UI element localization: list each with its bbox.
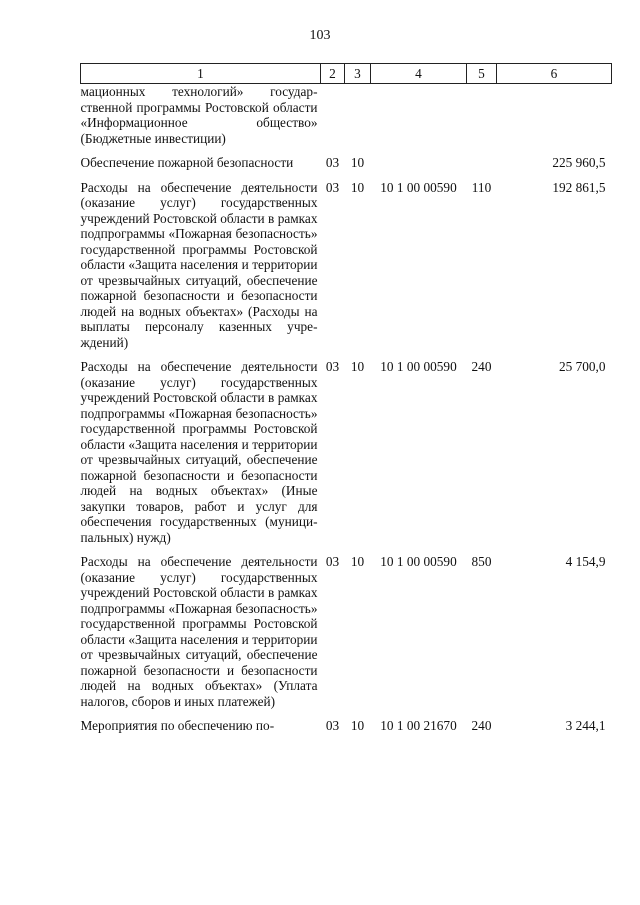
row-expense-type — [467, 84, 497, 156]
row-amount: 4 154,9 — [565, 554, 606, 569]
row-section: 03 — [325, 155, 340, 170]
row-description: Расходы на обеспечение деятельности (оказание услуг) государственных учреждений Ростовской области в рамках подпрограммы «Пожарная безопасность» государственной программы Ростовской области «Защита населения и территории от чрезвычайных ситуаций, обеспечение пожарной безопасности и безопасности людей на водных объектах» (Расходы на выплаты персоналу казенных учреждений) — [80, 179, 318, 350]
row-description: Расходы на обеспечение деятельности (оказание услуг) государственных учреждений Ростовской области в рамках подпрограммы «Пожарная безопасность» государственной программы Ростовской области «Защита населения и территории от чрезвычайных ситуаций, обеспечение пожарной безопасности и безопасности людей на водных объектах» (Уплата налогов, сборов и иных платежей) — [80, 554, 318, 709]
row-description: мационных технологий» государственной программы Ростовской области «Информационное общество» (Бюджетные инвестиции) — [80, 84, 318, 146]
row-subsection: 10 — [350, 155, 365, 170]
budget-table — [80, 63, 612, 743]
row-expense-type: 850 — [471, 554, 492, 569]
row-amount: 225 960,5 — [552, 155, 606, 170]
row-target-article: 10 1 00 00590 — [380, 179, 457, 195]
row-section — [321, 84, 345, 156]
row-section: 03 — [325, 554, 340, 569]
row-description: Мероприятия по обеспечению по- — [80, 718, 275, 733]
row-description: Обеспечение пожарной безопасности — [80, 155, 294, 170]
table-row — [81, 554, 612, 718]
row-target-article — [371, 155, 467, 180]
row-description: Расходы на обеспечение деятельности (оказание услуг) государственных учреждений Ростовской области в рамках подпрограммы «Пожарная безопасность» государственной программы Ростовской области «Защита населения и территории от чрезвычайных ситуаций, обеспечение пожарной безопасности и безопасности людей на водных объектах» (Иные закупки товаров, работ и услуг для обеспечения государственных (муниципальных) нужд) — [80, 359, 318, 545]
row-subsection: 10 — [350, 179, 365, 195]
header-row — [81, 64, 612, 84]
header-col-2: 2 — [321, 64, 345, 84]
table-row — [81, 155, 612, 180]
header-col-3: 3 — [345, 64, 371, 84]
table-header — [81, 64, 612, 84]
table-row — [81, 718, 612, 743]
row-expense-type: 240 — [471, 718, 492, 733]
row-expense-type — [467, 155, 497, 180]
row-subsection: 10 — [350, 554, 365, 569]
row-target-article: 10 1 00 21670 — [380, 718, 457, 733]
header-col-6: 6 — [497, 64, 612, 84]
row-section: 03 — [325, 179, 340, 195]
page-number: 103 — [309, 28, 331, 43]
row-expense-type: 110 — [471, 179, 492, 195]
row-target-article: 10 1 00 00590 — [380, 554, 457, 569]
row-amount: 25 700,0 — [558, 359, 606, 374]
row-amount — [497, 84, 612, 156]
row-section: 03 — [325, 718, 340, 733]
row-expense-type: 240 — [471, 359, 492, 374]
row-section: 03 — [325, 359, 340, 374]
table-row — [81, 180, 612, 360]
header-col-1: 1 — [81, 64, 321, 84]
table-row — [81, 84, 612, 156]
header-col-5: 5 — [467, 64, 497, 84]
row-amount: 3 244,1 — [565, 718, 606, 733]
row-target-article — [371, 84, 467, 156]
row-target-article: 10 1 00 00590 — [380, 359, 457, 374]
row-amount: 192 861,5 — [552, 179, 606, 195]
row-subsection: 10 — [350, 718, 365, 733]
row-subsection: 10 — [350, 359, 365, 374]
header-col-4: 4 — [371, 64, 467, 84]
row-subsection — [345, 84, 371, 156]
table-row — [81, 359, 612, 554]
